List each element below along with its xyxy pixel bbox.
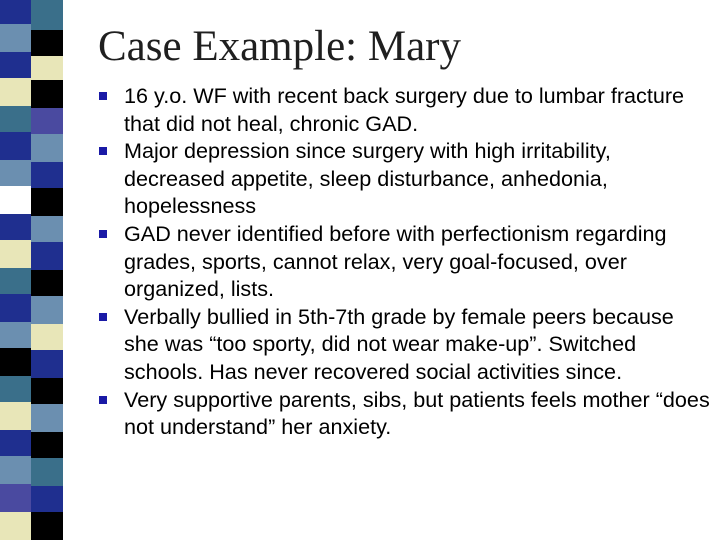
bullet-item bbox=[92, 137, 712, 220]
square-bullet-icon bbox=[99, 396, 107, 404]
square-bullet-icon bbox=[99, 230, 107, 238]
slide-title: Case Example: Mary bbox=[98, 23, 462, 70]
decorative-side-strip bbox=[0, 0, 63, 540]
square-bullet-icon bbox=[99, 313, 107, 321]
bullet-item bbox=[92, 303, 712, 386]
bullet-list bbox=[92, 82, 712, 441]
bullet-item bbox=[92, 220, 712, 303]
bullet-text: GAD never identified before with perfectionism regarding grades, sports, cannot relax, very goal-focused, over organized, lists. bbox=[124, 220, 667, 302]
bullet-text: Major depression since surgery with high irritability, decreased appetite, sleep disturbance, anhedonia, hopelessness bbox=[124, 138, 611, 219]
square-bullet-icon bbox=[99, 147, 107, 155]
square-bullet-icon bbox=[99, 92, 107, 100]
bullet-item bbox=[92, 82, 712, 137]
bullet-item bbox=[92, 386, 712, 441]
bullet-text: Very supportive parents, sibs, but patients feels mother “does not understand” her anxiety. bbox=[124, 386, 710, 440]
bullet-text: 16 y.o. WF with recent back surgery due to lumbar fracture that did not heal, chronic GAD. bbox=[124, 83, 685, 136]
bullet-text: Verbally bullied in 5th-7th grade by female peers because she was “too sporty, did not wear make-up”. Switched schools. Has never recovered social activities since. bbox=[124, 303, 674, 384]
